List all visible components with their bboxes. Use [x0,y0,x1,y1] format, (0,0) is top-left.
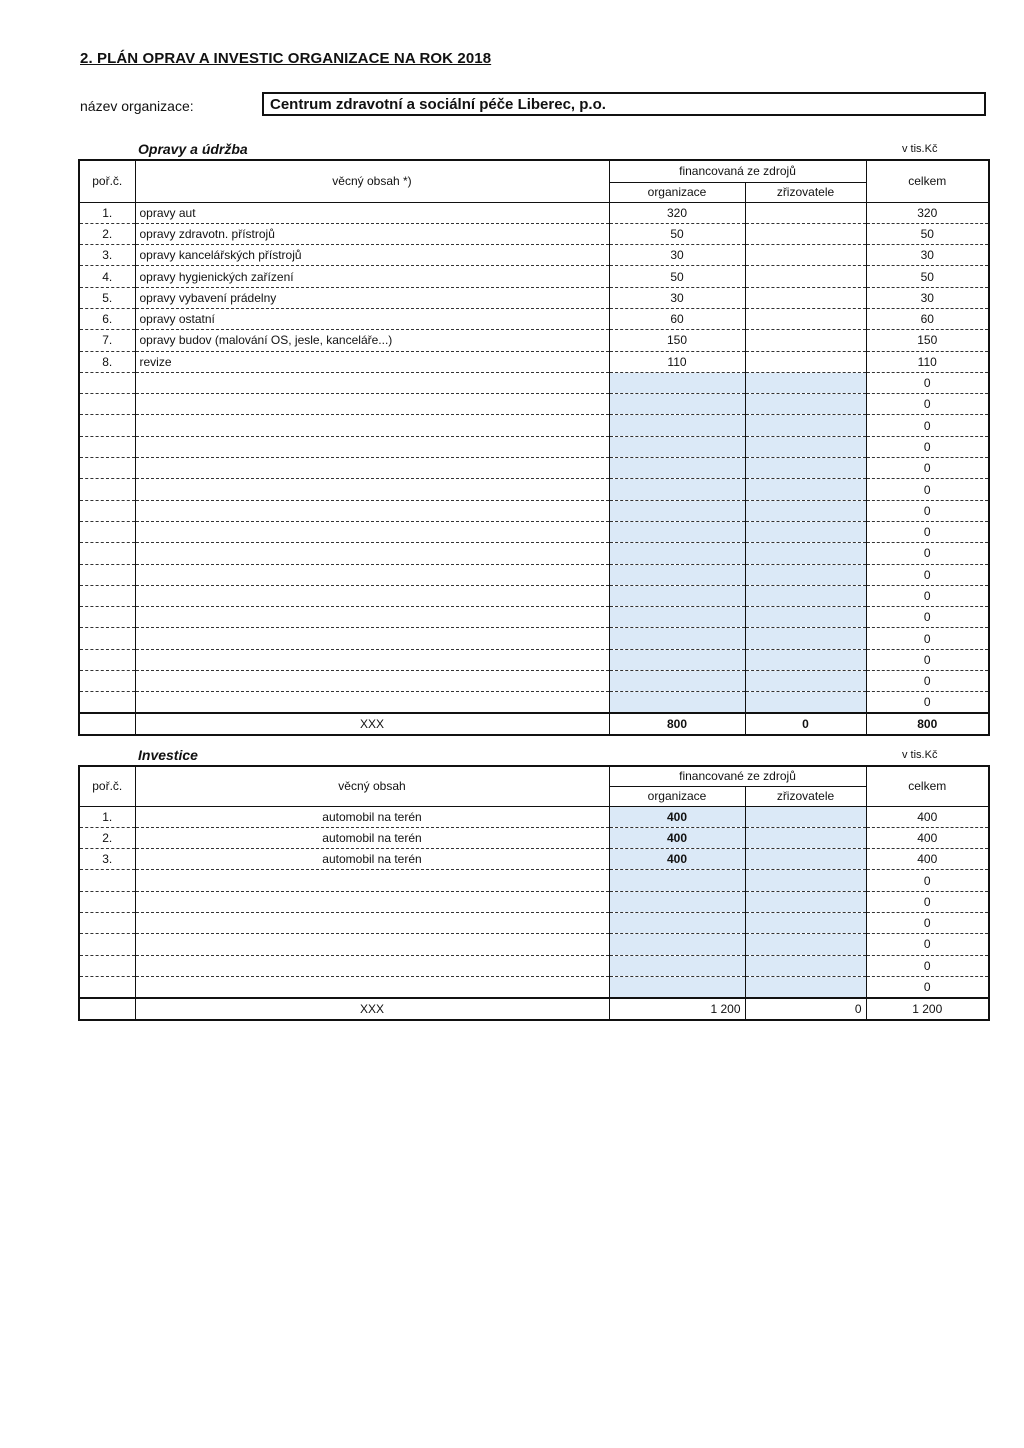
row-number: 3. [79,849,135,870]
row-content [135,912,609,933]
table-row [79,458,989,479]
table-row [79,806,989,827]
table-row [79,827,989,848]
total-no [79,998,135,1020]
header-content: věcný obsah *) [135,160,609,202]
row-content [135,521,609,542]
header-no: poř.č. [79,766,135,806]
row-founder-amount [745,585,866,606]
row-org-amount [609,479,745,500]
row-org-amount [609,955,745,976]
row-number [79,870,135,891]
table-row [79,891,989,912]
row-number: 2. [79,223,135,244]
table-row [79,849,989,870]
row-number [79,543,135,564]
row-content: opravy vybavení prádelny [135,287,609,308]
header-funded: financované ze zdrojů [609,766,866,786]
row-total: 0 [866,394,989,415]
row-total: 50 [866,223,989,244]
row-founder-amount [745,500,866,521]
total-total: 1 200 [866,998,989,1020]
row-total: 0 [866,458,989,479]
row-number: 7. [79,330,135,351]
row-total: 0 [866,500,989,521]
row-total: 0 [866,564,989,585]
row-number [79,585,135,606]
row-founder-amount [745,806,866,827]
table-row [79,287,989,308]
row-org-amount [609,500,745,521]
row-content: opravy ostatní [135,308,609,329]
repairs-unit: v tis.Kč [902,143,938,155]
row-total: 0 [866,891,989,912]
header-total: celkem [866,160,989,202]
table-row [79,479,989,500]
row-content [135,436,609,457]
row-founder-amount [745,564,866,585]
row-org-amount: 400 [609,849,745,870]
row-org-amount [609,607,745,628]
row-founder-amount [745,521,866,542]
header-founder: zřizovatele [745,786,866,806]
row-total: 0 [866,628,989,649]
header-total: celkem [866,766,989,806]
row-founder-amount [745,912,866,933]
row-number [79,521,135,542]
org-label: název organizace: [80,98,194,114]
row-content [135,692,609,713]
row-number [79,934,135,955]
row-content [135,671,609,692]
row-founder-amount [745,543,866,564]
row-number [79,394,135,415]
table-row [79,607,989,628]
repairs-total-row [79,713,989,735]
row-content: revize [135,351,609,372]
row-founder-amount [745,202,866,223]
row-founder-amount [745,870,866,891]
row-total: 0 [866,543,989,564]
row-content [135,479,609,500]
table-row [79,330,989,351]
row-number [79,976,135,997]
row-number: 6. [79,308,135,329]
row-number: 1. [79,202,135,223]
row-founder-amount [745,415,866,436]
row-founder-amount [745,245,866,266]
row-content [135,934,609,955]
investments-table [78,765,990,1021]
row-number [79,607,135,628]
table-row [79,585,989,606]
row-org-amount: 50 [609,266,745,287]
total-no [79,713,135,735]
row-number [79,891,135,912]
row-total: 0 [866,521,989,542]
row-org-amount: 30 [609,287,745,308]
row-total: 30 [866,287,989,308]
row-founder-amount [745,308,866,329]
total-content: XXX [135,713,609,735]
row-content [135,500,609,521]
row-total: 0 [866,934,989,955]
repairs-table [78,159,990,736]
row-founder-amount [745,372,866,393]
row-org-amount: 50 [609,223,745,244]
row-org-amount: 320 [609,202,745,223]
row-founder-amount [745,671,866,692]
row-total: 0 [866,372,989,393]
row-org-amount: 60 [609,308,745,329]
row-total: 0 [866,649,989,670]
row-founder-amount [745,394,866,415]
row-content: automobil na terén [135,849,609,870]
table-row [79,351,989,372]
row-total: 0 [866,585,989,606]
row-org-amount [609,976,745,997]
row-org-amount: 110 [609,351,745,372]
page-title: 2. PLÁN OPRAV A INVESTIC ORGANIZACE NA ROK 2018 [80,50,492,67]
row-founder-amount [745,458,866,479]
row-content [135,458,609,479]
row-founder-amount [745,351,866,372]
table-row [79,415,989,436]
row-content [135,372,609,393]
table-row [79,543,989,564]
row-org-amount: 400 [609,806,745,827]
row-number [79,436,135,457]
row-number [79,372,135,393]
table-row [79,912,989,933]
row-org-amount [609,372,745,393]
total-org: 1 200 [609,998,745,1020]
row-total: 0 [866,479,989,500]
row-content: automobil na terén [135,806,609,827]
row-total: 110 [866,351,989,372]
row-founder-amount [745,287,866,308]
row-founder-amount [745,266,866,287]
row-total: 0 [866,436,989,457]
row-number: 4. [79,266,135,287]
row-content [135,415,609,436]
row-number [79,458,135,479]
row-founder-amount [745,649,866,670]
table-row [79,564,989,585]
row-number [79,479,135,500]
row-number [79,912,135,933]
row-founder-amount [745,692,866,713]
row-org-amount [609,891,745,912]
row-total: 320 [866,202,989,223]
row-founder-amount [745,330,866,351]
row-total: 30 [866,245,989,266]
table-row [79,870,989,891]
org-name-field: Centrum zdravotní a sociální péče Liberec, p.o. [262,92,986,116]
row-org-amount [609,628,745,649]
row-org-amount [609,870,745,891]
row-founder-amount [745,223,866,244]
row-org-amount: 30 [609,245,745,266]
row-number [79,564,135,585]
table-row [79,266,989,287]
table-row [79,308,989,329]
header-org: organizace [609,786,745,806]
header-content: věcný obsah [135,766,609,806]
row-number: 1. [79,806,135,827]
header-org: organizace [609,182,745,202]
row-total: 0 [866,607,989,628]
header-funded: financovaná ze zdrojů [609,160,866,182]
row-content: automobil na terén [135,827,609,848]
table-row [79,934,989,955]
row-content [135,976,609,997]
row-content [135,870,609,891]
row-total: 60 [866,308,989,329]
row-total: 150 [866,330,989,351]
row-founder-amount [745,976,866,997]
row-founder-amount [745,955,866,976]
row-content [135,394,609,415]
row-org-amount [609,458,745,479]
row-org-amount [609,692,745,713]
row-content [135,628,609,649]
row-content [135,649,609,670]
total-founder: 0 [745,713,866,735]
investments-total-row [79,998,989,1020]
row-org-amount [609,585,745,606]
row-total: 400 [866,849,989,870]
row-org-amount: 150 [609,330,745,351]
row-total: 400 [866,827,989,848]
row-number: 2. [79,827,135,848]
row-number [79,500,135,521]
row-total: 0 [866,671,989,692]
row-content [135,585,609,606]
row-org-amount: 400 [609,827,745,848]
table-row [79,628,989,649]
row-number [79,955,135,976]
row-number: 8. [79,351,135,372]
row-number [79,415,135,436]
table-row [79,671,989,692]
row-org-amount [609,521,745,542]
row-content: opravy zdravotn. přístrojů [135,223,609,244]
row-founder-amount [745,479,866,500]
table-row [79,976,989,997]
row-org-amount [609,436,745,457]
row-org-amount [609,564,745,585]
table-row [79,223,989,244]
table-row [79,692,989,713]
header-founder: zřizovatele [745,182,866,202]
row-content: opravy aut [135,202,609,223]
total-total: 800 [866,713,989,735]
row-founder-amount [745,849,866,870]
row-org-amount [609,912,745,933]
row-founder-amount [745,436,866,457]
row-content: opravy hygienických zařízení [135,266,609,287]
row-org-amount [609,394,745,415]
row-total: 0 [866,912,989,933]
row-founder-amount [745,628,866,649]
row-org-amount [609,415,745,436]
total-founder: 0 [745,998,866,1020]
repairs-section-title: Opravy a údržba [138,141,248,157]
row-founder-amount [745,934,866,955]
row-number: 5. [79,287,135,308]
table-row [79,394,989,415]
row-org-amount [609,671,745,692]
row-total: 0 [866,955,989,976]
table-row [79,436,989,457]
row-content [135,564,609,585]
row-content [135,543,609,564]
row-total: 0 [866,692,989,713]
row-founder-amount [745,827,866,848]
table-row [79,521,989,542]
total-content: XXX [135,998,609,1020]
row-number [79,649,135,670]
row-founder-amount [745,891,866,912]
row-total: 0 [866,976,989,997]
total-org: 800 [609,713,745,735]
row-total: 50 [866,266,989,287]
table-row [79,372,989,393]
row-number [79,628,135,649]
table-row [79,500,989,521]
row-number [79,671,135,692]
row-org-amount [609,649,745,670]
table-row [79,955,989,976]
table-row [79,245,989,266]
row-content [135,607,609,628]
row-org-amount [609,543,745,564]
row-content [135,955,609,976]
table-row [79,202,989,223]
investments-unit: v tis.Kč [902,749,938,761]
row-content: opravy budov (malování OS, jesle, kanceláře...) [135,330,609,351]
row-content: opravy kancelářských přístrojů [135,245,609,266]
header-no: poř.č. [79,160,135,202]
row-number [79,692,135,713]
row-total: 400 [866,806,989,827]
row-founder-amount [745,607,866,628]
row-total: 0 [866,415,989,436]
row-number: 3. [79,245,135,266]
investments-section-title: Investice [138,747,198,763]
row-total: 0 [866,870,989,891]
row-org-amount [609,934,745,955]
row-content [135,891,609,912]
table-row [79,649,989,670]
